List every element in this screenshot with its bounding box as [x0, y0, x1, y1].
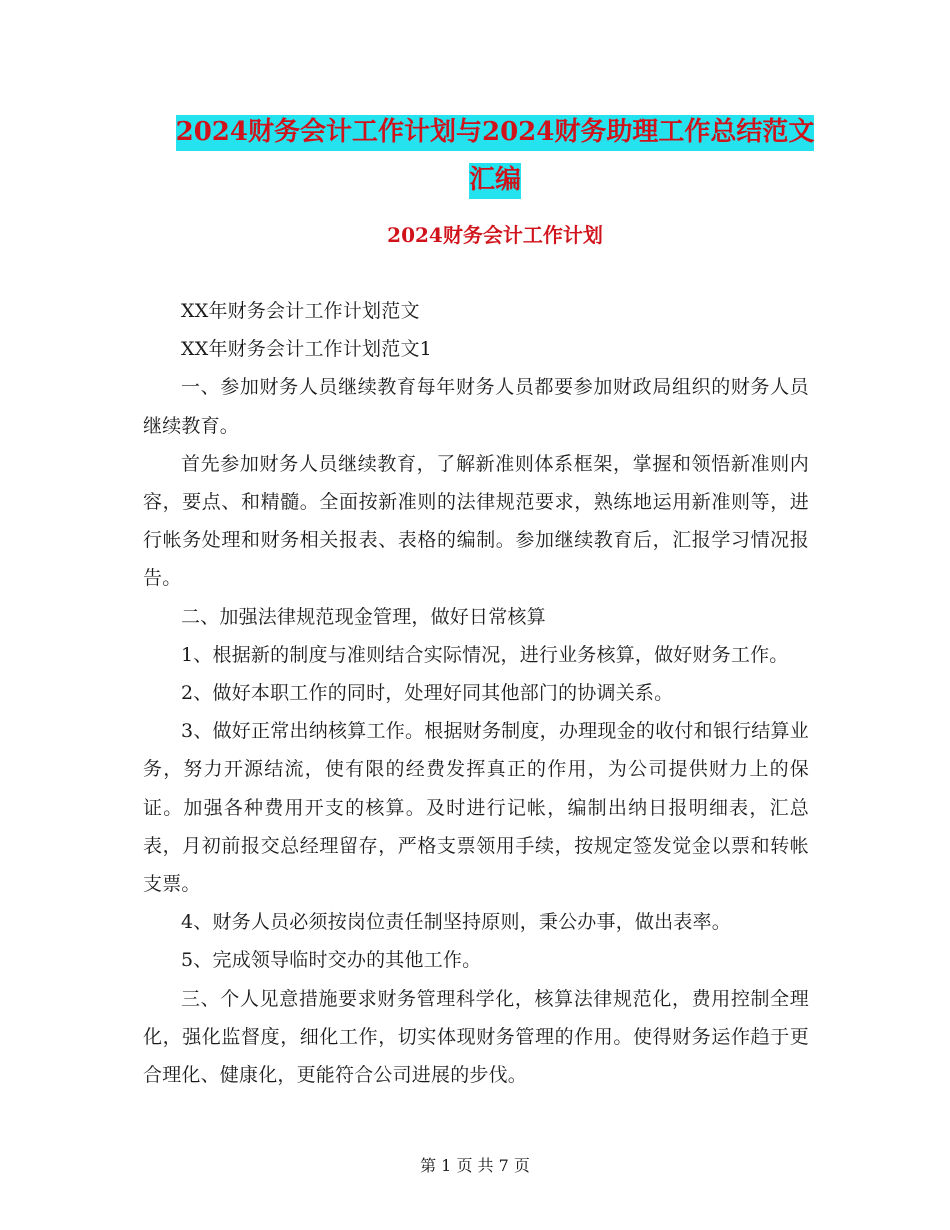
page-number: 第 1 页 共 7 页 [420, 1156, 530, 1175]
paragraph: XX年财务会计工作计划范文 [181, 300, 420, 322]
paragraph: 首先参加财务人员继续教育，了解新准则体系框架，掌握和领悟新准则内容，要点、和精髓。全面按新准则的法律规范要求，熟练地运用新准则等，进行帐务处理和财务相关报表、表格的编制。参加继续教育后，汇报学习情况报告。 [143, 452, 809, 590]
paragraph: 4、财务人员必须按岗位责任制坚持原则，秉公办事，做出表率。 [181, 911, 731, 934]
document-title [140, 108, 850, 204]
paragraph: 一、参加财务人员继续教育每年财务人员都要参加财政局组织的财务人员继续教育。 [143, 376, 809, 437]
paragraph: 2、做好本职工作的同时，处理好同其他部门的协调关系。 [181, 682, 674, 705]
paragraph: 3、做好正常出纳核算工作。根据财务制度，办理现金的收付和银行结算业务，努力开源结流，使有限的经费发挥真正的作用，为公司提供财力上的保证。加强各种费用开支的核算。及时进行记帐，编制出纳日报明细表，汇总表，月初前报交总经理留存，严格支票领用手续，按规定签发觉金以票和转帐支票。 [143, 720, 809, 896]
paragraph: 二、加强法律规范现金管理，做好日常核算 [181, 605, 546, 628]
document-title-line-1: 2024财务会计工作计划与2024财务助理工作总结范文 [176, 115, 815, 151]
paragraph: 三、个人见意措施要求财务管理科学化，核算法律规范化，费用控制全理化，强化监督度，细化工作，切实体现财务管理的作用。使得财务运作趋于更合理化、健康化，更能符合公司进展的步伐。 [143, 987, 809, 1087]
page-footer [0, 1154, 950, 1178]
paragraph: XX年财务会计工作计划范文1 [181, 338, 432, 361]
document-title-line-2: 汇编 [469, 163, 521, 199]
section-heading: 2024财务会计工作计划 [387, 223, 603, 247]
paragraph: 5、完成领导临时交办的其他工作。 [181, 949, 482, 972]
paragraph: 1、根据新的制度与准则结合实际情况，进行业务核算，做好财务工作。 [181, 643, 789, 666]
document-body [143, 292, 809, 1094]
